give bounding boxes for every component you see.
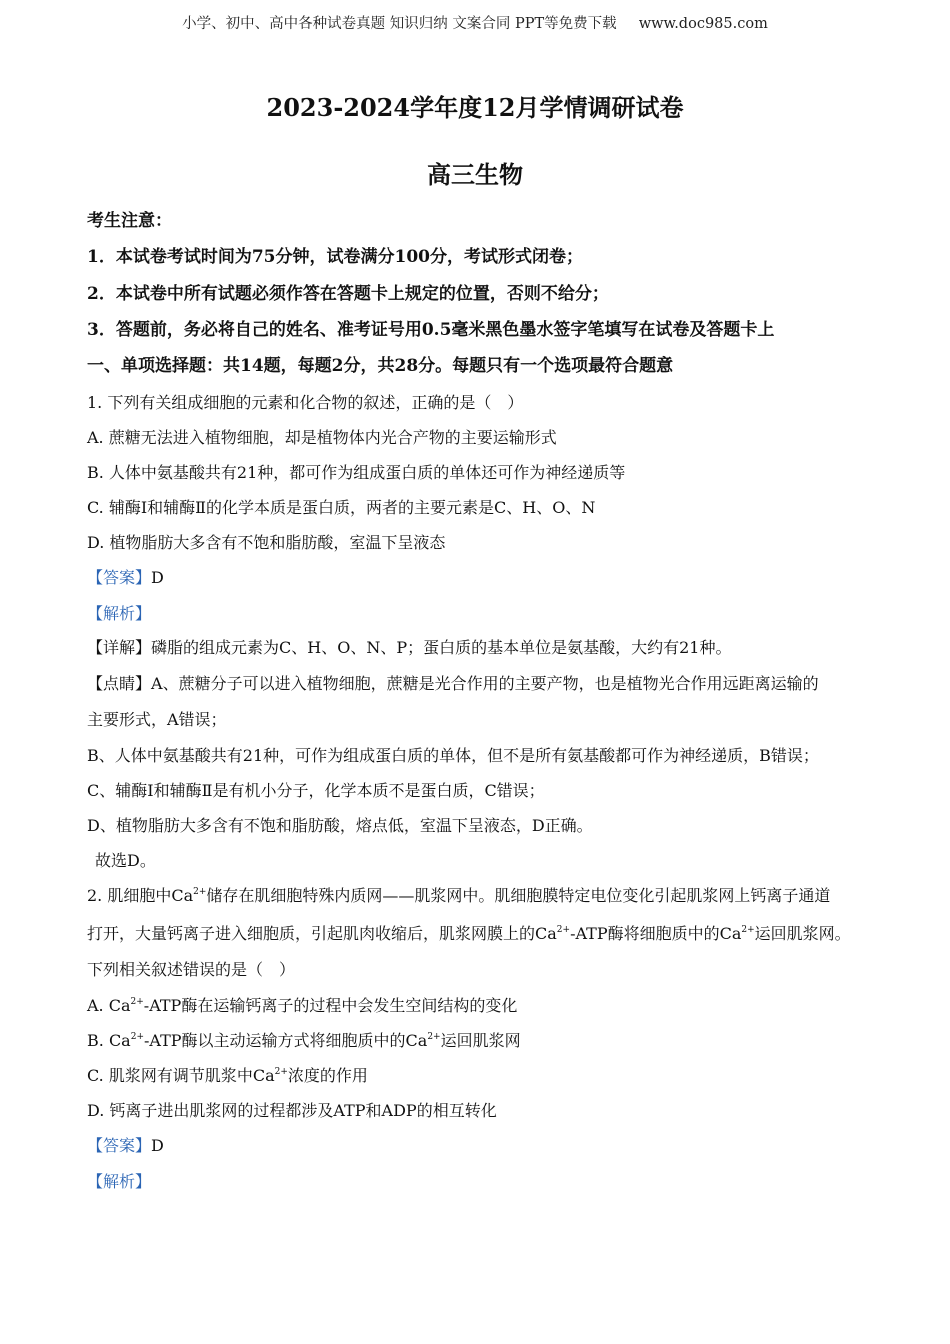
- text: 浓度的作用: [287, 1066, 368, 1085]
- charge: 2+: [130, 997, 144, 1007]
- text: B.: [87, 1031, 109, 1050]
- q1-point-line-4: C、辅酶Ⅰ和辅酶Ⅱ是有机小分子，化学本质不是蛋白质，C错误；: [87, 781, 545, 800]
- q2-option-a: [87, 995, 890, 1017]
- text: 运回肌浆网。: [754, 924, 851, 943]
- q1-point-line-3: B、人体中氨基酸共有21种，可作为组成蛋白质的单体，但不是所有氨基酸都可作为神经递质，B错误；: [87, 746, 819, 765]
- text: 2. 肌细胞中: [87, 886, 172, 905]
- header-text: 小学、初中、高中各种试卷真题 知识归纳 文案合同 PPT等免费下载: [182, 16, 617, 32]
- text: A.: [87, 996, 109, 1015]
- document-subtitle: 高三生物: [427, 160, 523, 189]
- detail-text: 磷脂的组成元素为C、H、O、N、P；蛋白质的基本单位是氨基酸，大约有21种。: [151, 638, 732, 657]
- text: C. 肌浆网有调节肌浆中: [87, 1066, 253, 1085]
- detail-tag: 【详解】: [87, 638, 152, 657]
- answer-tag: 【答案】: [87, 1136, 152, 1155]
- q1-point-line-6: 故选D。: [95, 851, 156, 870]
- ion: Ca: [108, 996, 131, 1015]
- charge: 2+: [274, 1067, 288, 1077]
- q2-stem-line-3: 下列相关叙述错误的是（ ）: [87, 960, 296, 979]
- document-title: 2023-2024学年度12月学情调研试卷: [266, 93, 684, 122]
- q2-analysis-tag: 【解析】: [87, 1172, 152, 1191]
- q1-stem: 1. 下列有关组成细胞的元素和化合物的叙述，正确的是（ ）: [87, 393, 524, 412]
- notice-item-1: 1．本试卷考试时间为75分钟，试卷满分100分，考试形式闭卷；: [87, 247, 583, 267]
- ion: Ca: [252, 1066, 275, 1085]
- notice-item-3: 3．答题前，务必将自己的姓名、准考证号用0.5毫米黑色墨水签字笔填写在试卷及答题卡上: [87, 320, 775, 340]
- ion: Ca: [405, 1031, 428, 1050]
- charge: 2+: [741, 925, 755, 935]
- q2-stem-line-2: [87, 923, 851, 945]
- charge: 2+: [193, 887, 207, 897]
- text: -ATP酶将细胞质中的: [570, 924, 720, 943]
- section-heading: 一、单项选择题：共14题，每题2分，共28分。每题只有一个选项最符合题意: [87, 356, 674, 376]
- ion: Ca: [535, 924, 557, 943]
- text: 运回肌浆网: [440, 1031, 521, 1050]
- answer-tag: 【答案】: [87, 568, 152, 587]
- q1-analysis-tag: 【解析】: [87, 604, 152, 623]
- q2-answer: [87, 1135, 890, 1157]
- q1-detail: [87, 637, 890, 659]
- text: -ATP酶以主动运输方式将细胞质中的: [144, 1031, 406, 1050]
- notice-item-2: 2．本试卷中所有试题必须作答在答题卡上规定的位置，否则不给分；: [87, 284, 609, 304]
- q1-option-a: A. 蔗糖无法进入植物细胞，却是植物体内光合产物的主要运输形式: [87, 428, 557, 447]
- charge: 2+: [556, 925, 571, 935]
- answer-value: D: [151, 1136, 164, 1155]
- text: 储存在肌细胞特殊内质网——肌浆网中。肌细胞膜特定电位变化引起肌浆网上钙离子通道: [206, 886, 831, 905]
- q1-point-line-5: D、植物脂肪大多含有不饱和脂肪酸，熔点低，室温下呈液态，D正确。: [87, 816, 593, 835]
- q2-option-b: [87, 1030, 890, 1052]
- q2-option-d: D. 钙离子进出肌浆网的过程都涉及ATP和ADP的相互转化: [87, 1101, 497, 1120]
- charge: 2+: [130, 1032, 144, 1042]
- q1-option-d: D. 植物脂肪大多含有不饱和脂肪酸，室温下呈液态: [87, 533, 446, 552]
- answer-value: D: [151, 568, 164, 587]
- ion: Ca: [719, 924, 742, 943]
- ion: Ca: [108, 1031, 131, 1050]
- q1-option-c: C. 辅酶Ⅰ和辅酶Ⅱ的化学本质是蛋白质，两者的主要元素是C、H、O、N: [87, 498, 596, 517]
- point-tag: 【点睛】: [87, 674, 152, 693]
- q2-option-c: [87, 1065, 890, 1087]
- text: -ATP酶在运输钙离子的过程中会发生空间结构的变化: [143, 996, 518, 1015]
- ion: Ca: [171, 886, 194, 905]
- q2-stem-line-1: [87, 885, 890, 907]
- header-site-link[interactable]: www.doc985.com: [638, 16, 768, 32]
- notice-heading: 考生注意：: [87, 211, 172, 231]
- point-text: A、蔗糖分子可以进入植物细胞，蔗糖是光合作用的主要产物，也是植物光合作用远距离运输的: [151, 674, 819, 693]
- q1-answer: [87, 567, 890, 589]
- q1-point-line-2: 主要形式，A错误；: [87, 710, 227, 729]
- charge: 2+: [427, 1032, 441, 1042]
- q1-point-line-1: [87, 673, 890, 695]
- page-header: [0, 12, 950, 33]
- q1-option-b: B. 人体中氨基酸共有21种，都可作为组成蛋白质的单体还可作为神经递质等: [87, 463, 626, 482]
- text: 打开，大量钙离子进入细胞质，引起肌肉收缩后，肌浆网膜上的: [87, 924, 536, 943]
